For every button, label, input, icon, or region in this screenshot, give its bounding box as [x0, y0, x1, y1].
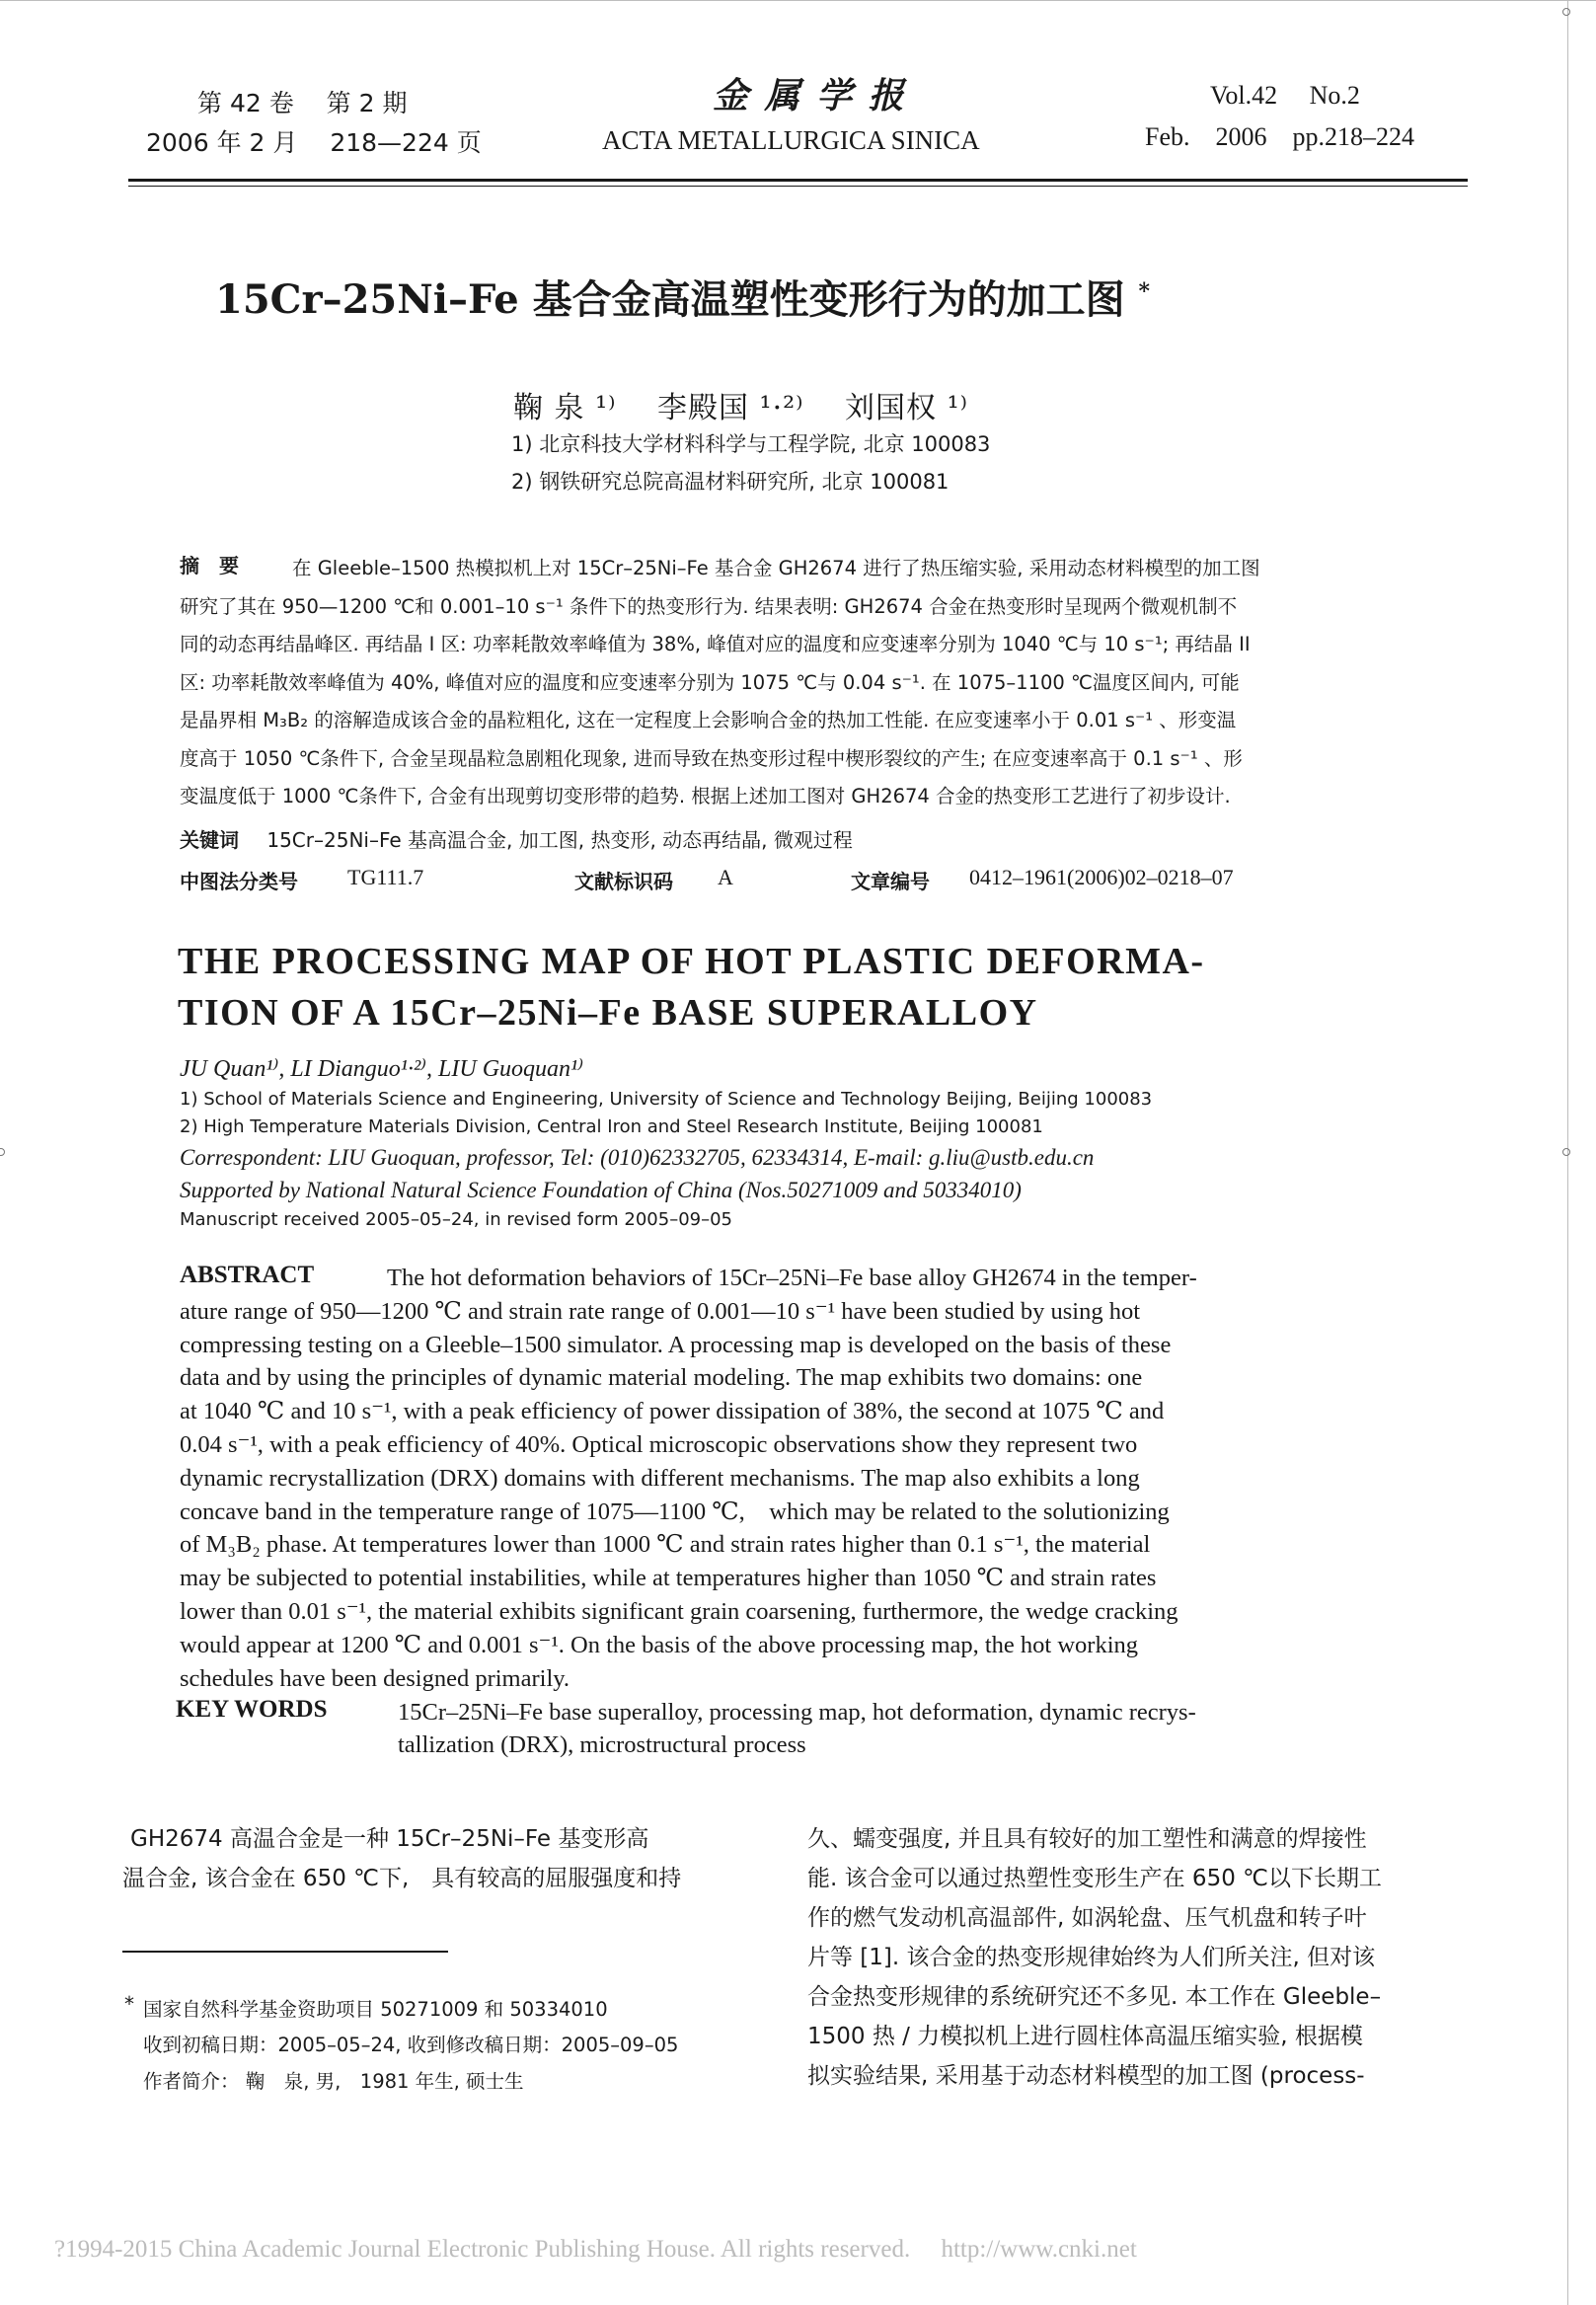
abstract-en-label: ABSTRACT	[180, 1262, 315, 1288]
header-volume-issue: 第 42 卷 第 2 期	[197, 89, 408, 117]
authors-cn: 鞠 泉 ¹⁾ 李殿国 ¹·²⁾ 刘国权 ¹⁾	[513, 391, 968, 425]
clc-value: TG111.7	[347, 865, 424, 889]
abstract-en-line: dynamic recrystallization (DRX) domains with different mechanisms. The map also exhibits a long	[180, 1464, 1140, 1492]
abstract-en-line: ature range of 950—1200 ℃ and strain rate range of 0.001—10 s⁻¹ have been studied by using hot	[180, 1297, 1141, 1325]
abstract-en-line: of M₃B₂ phase. At temperatures lower than 1000 ℃ and strain rates higher than 0.1 s⁻¹, the material	[180, 1531, 1151, 1559]
body-right-line: 久、蠕变强度, 并且具有较好的加工塑性和满意的焊接性	[807, 1826, 1367, 1852]
header-date-pp: Feb. 2006 pp.218–224	[1145, 122, 1415, 151]
header-journal-cn: 金 属 学 报	[713, 75, 906, 116]
abstract-cn	[180, 550, 1406, 816]
footnote-rule	[122, 1951, 448, 1953]
title-en-line: TION OF A 15Cr–25Ni–Fe BASE SUPERALLOY	[178, 992, 1038, 1034]
affiliation-en-1: 1) School of Materials Science and Engineering, University of Science and Technology Beijing, Beijing 100083	[180, 1089, 1153, 1110]
body-column-right	[807, 1819, 1382, 2096]
abstract-en-line: compressing testing on a Gleeble–1500 simulator. A processing map is developed on the basis of these	[180, 1331, 1172, 1358]
keywords-cn	[180, 824, 853, 853]
clc-label: 中图法分类号	[180, 870, 298, 893]
abstract-en-line: 0.04 s⁻¹, with a peak efficiency of 40%. Optical microscopic observations show they represent two	[180, 1430, 1138, 1458]
affiliation-cn-1: 1) 北京科技大学材料科学与工程学院, 北京 100083	[511, 432, 991, 456]
abstract-cn-label: 摘 要	[180, 554, 239, 577]
keywords-cn-label: 关键词	[180, 828, 239, 852]
body-left-line: GH2674 高温合金是一种 15Cr–25Ni–Fe 基变形高	[130, 1826, 649, 1852]
footnote-star: *	[124, 1992, 134, 2016]
abstract-cn-line: 变温度低于 1000 ℃条件下, 合金有出现剪切变形带的趋势. 根据上述加工图对 GH2674 合金的热变形工艺进行了初步设计.	[180, 785, 1231, 807]
abstract-cn-line: 研究了其在 950—1200 ℃和 0.001–10 s⁻¹ 条件下的热变形行为. 结果表明: GH2674 合金在热变形时呈现两个微观机制不	[180, 594, 1238, 618]
abstract-en	[180, 1262, 1404, 1695]
abstract-en-line: would appear at 1200 ℃ and 0.001 s⁻¹. On the basis of the above processing map, the hot working	[180, 1631, 1139, 1658]
abstract-cn-line: 同的动态再结晶峰区. 再结晶 I 区: 功率耗散效率峰值为 38%, 峰值对应的温度和应变速率分别为 1040 ℃与 10 s⁻¹; 再结晶 II	[180, 633, 1251, 655]
keywords-en	[398, 1696, 1196, 1761]
body-left-line: 温合金, 该合金在 650 ℃下, 具有较高的屈服强度和持	[122, 1866, 682, 1891]
header-rule-thick	[128, 179, 1468, 182]
doc-code-value: A	[718, 865, 733, 889]
affiliation-en-2: 2) High Temperature Materials Division, Central Iron and Steel Research Institute, Beijing 100081	[180, 1116, 1043, 1137]
body-right-line: 拟实验结果, 采用基于动态材料模型的加工图 (process-	[807, 2063, 1365, 2089]
affiliation-cn-2: 2) 钢铁研究总院高温材料研究所, 北京 100081	[511, 470, 950, 494]
page-mid-mark-left	[0, 1148, 5, 1156]
correspondent: Correspondent: LIU Guoquan, professor, Tel: (010)62332705, 62334314, E-mail: g.liu@ustb.edu.cn	[180, 1145, 1095, 1170]
title-en-line: THE PROCESSING MAP OF HOT PLASTIC DEFORMA-	[178, 941, 1205, 982]
title-en	[178, 936, 1205, 1038]
abstract-en-line: concave band in the temperature range of 1075—1100 ℃, which may be related to the solutionizing	[180, 1498, 1170, 1525]
keywords-en-line: 15Cr–25Ni–Fe base superalloy, processing map, hot deformation, dynamic recrys-	[398, 1699, 1196, 1726]
abstract-en-line: may be subjected to potential instabilities, while at temperatures higher than 1050 ℃ and strain rates	[180, 1565, 1157, 1592]
title-footnote-mark: *	[1138, 278, 1151, 305]
footnote-bio: 作者简介： 鞠 泉, 男, 1981 年生, 硕士生	[143, 2070, 524, 2093]
abstract-cn-line: 是晶界相 M₃B₂ 的溶解造成该合金的晶粒粗化, 这在一定程度上会影响合金的热加工性能. 在应变速率小于 0.01 s⁻¹ 、形变温	[180, 709, 1237, 731]
header-rule-thin	[128, 186, 1468, 187]
abstract-en-line: schedules have been designed primarily.	[180, 1664, 570, 1692]
copyright-notice: ?1994-2015 China Academic Journal Electronic Publishing House. All rights reserved. http://www.cnki.net	[54, 2236, 1137, 2263]
keywords-en-line: tallization (DRX), microstructural process	[398, 1731, 806, 1758]
header-date-pages: 2006 年 2 月 218—224 页	[146, 128, 482, 157]
abstract-cn-line: 在 Gleeble–1500 热模拟机上对 15Cr–25Ni–Fe 基合金 GH2674 进行了热压缩实验, 采用动态材料模型的加工图	[292, 557, 1260, 579]
footnote-received: 收到初稿日期：2005–05–24, 收到修改稿日期：2005–09–05	[143, 2034, 679, 2056]
footnote-fund: 国家自然科学基金资助项目 50271009 和 50334010	[143, 1998, 608, 2021]
body-right-line: 作的燃气发动机高温部件, 如涡轮盘、压气机盘和转子叶	[807, 1905, 1367, 1931]
title-cn	[215, 269, 1150, 325]
supported-by: Supported by National Natural Science Foundation of China (Nos.50271009 and 50334010)	[180, 1178, 1022, 1202]
page-mid-mark-right	[1562, 1148, 1570, 1156]
header-journal-en: ACTA METALLURGICA SINICA	[602, 125, 980, 155]
body-column-left	[122, 1819, 681, 1898]
page-corner-mark	[1562, 8, 1570, 16]
abstract-en-line: The hot deformation behaviors of 15Cr–25Ni–Fe base alloy GH2674 in the temper-	[387, 1265, 1197, 1291]
authors-en: JU Quan¹⁾, LI Dianguo¹·²⁾, LIU Guoquan¹⁾	[180, 1056, 584, 1082]
page-edge-top	[0, 0, 1596, 1]
title-cn-text: 15Cr–25Ni–Fe 基合金高温塑性变形行为的加工图	[215, 276, 1125, 323]
abstract-en-line: at 1040 ℃ and 10 s⁻¹, with a peak efficiency of power dissipation of 38%, the second at 1075 ℃ and	[180, 1398, 1165, 1425]
body-right-line: 能. 该合金可以通过热塑性变形生产在 650 ℃以下长期工	[807, 1866, 1382, 1891]
doc-code-label: 文献标识码	[574, 870, 673, 893]
body-right-line: 1500 热 / 力模拟机上进行圆柱体高温压缩实验, 根据模	[807, 2024, 1363, 2049]
body-right-line: 合金热变形规律的系统研究还不多见. 本工作在 Gleeble–	[807, 1984, 1382, 2010]
manuscript-dates: Manuscript received 2005–05–24, in revised form 2005–09–05	[180, 1209, 733, 1230]
abstract-cn-line: 度高于 1050 ℃条件下, 合金呈现晶粒急剧粗化现象, 进而导致在热变形过程中楔形裂纹的产生; 在应变速率高于 0.1 s⁻¹ 、形	[180, 746, 1243, 770]
article-no-value: 0412–1961(2006)02–0218–07	[969, 865, 1234, 889]
keywords-en-label: KEY WORDS	[176, 1696, 328, 1723]
abstract-en-line: data and by using the principles of dynamic material modeling. The map exhibits two domains: one	[180, 1364, 1143, 1392]
abstract-en-line: lower than 0.01 s⁻¹, the material exhibits significant grain coarsening, furthermore, the wedge cracking	[180, 1597, 1178, 1625]
keywords-cn-text: 15Cr–25Ni–Fe 基高温合金, 加工图, 热变形, 动态再结晶, 微观过程	[266, 828, 853, 852]
body-right-line: 片等 [1]. 该合金的热变形规律始终为人们所关注, 但对该	[807, 1945, 1376, 1970]
header-vol-no: Vol.42 No.2	[1210, 81, 1360, 110]
abstract-cn-line: 区: 功率耗散效率峰值为 40%, 峰值对应的温度和应变速率分别为 1075 ℃与 0.04 s⁻¹. 在 1075–1100 ℃温度区间内, 可能	[180, 670, 1240, 694]
article-no-label: 文章编号	[851, 870, 930, 893]
